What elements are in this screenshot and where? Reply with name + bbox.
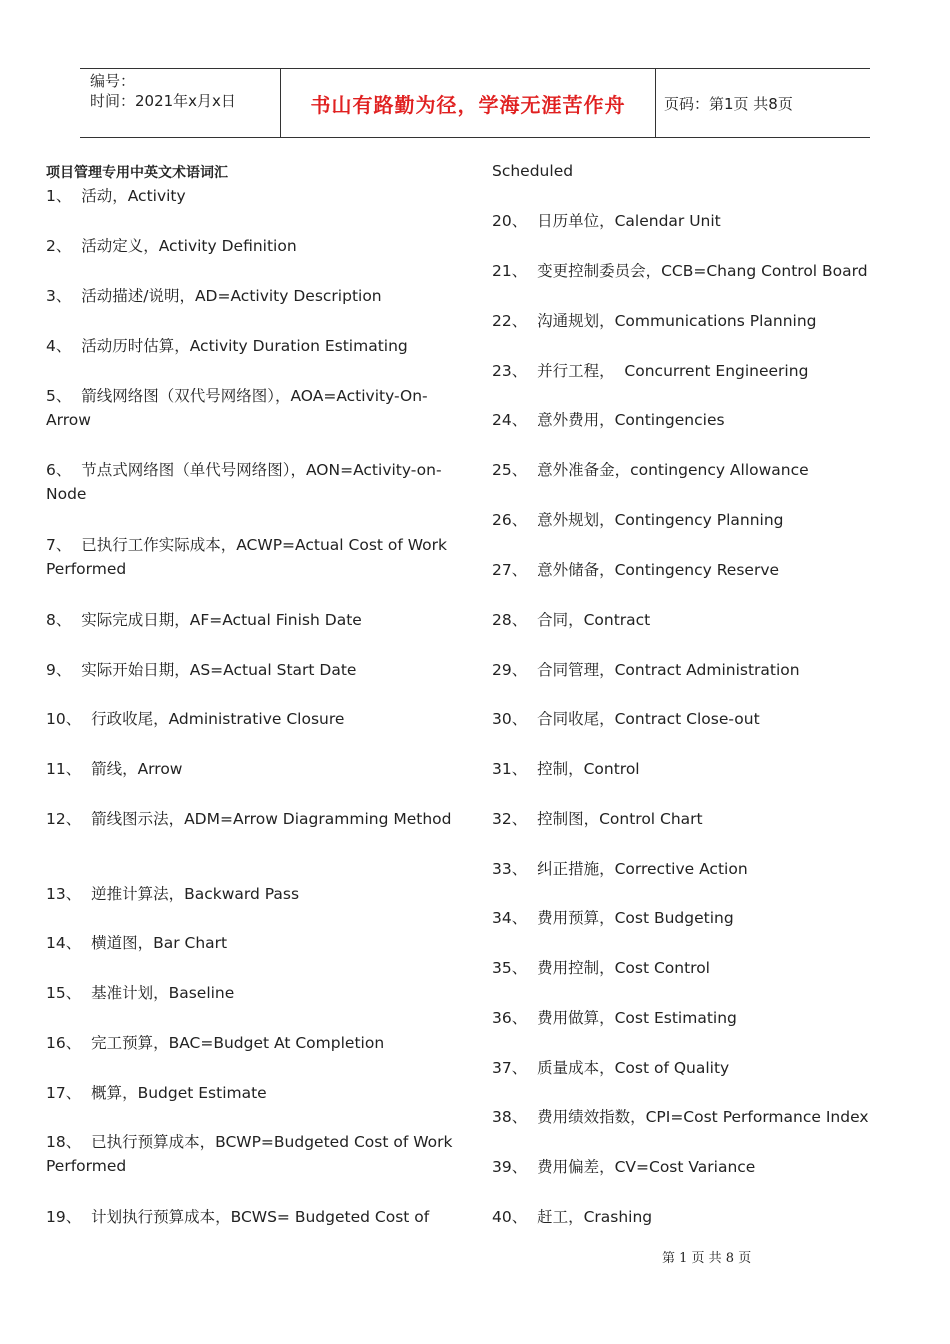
term-item: 13、 逆推计算法，Backward Pass bbox=[46, 885, 300, 903]
term-item: 25、 意外准备金，contingency Allowance bbox=[492, 461, 809, 479]
term-item: Scheduled bbox=[492, 162, 574, 180]
number-label: 编号： bbox=[90, 72, 136, 90]
term-item: 6、 节点式网络图（单代号网络图），AON=Activity-on-Node bbox=[46, 461, 442, 503]
term-item: 12、 箭线图示法，ADM=Arrow Diagramming Method bbox=[46, 810, 452, 828]
term-item: 24、 意外费用，Contingencies bbox=[492, 411, 725, 429]
header-meta bbox=[90, 69, 280, 139]
term-item: 10、 行政收尾，Administrative Closure bbox=[46, 710, 345, 728]
term-item: 29、 合同管理，Contract Administration bbox=[492, 661, 800, 679]
term-item: 33、 纠正措施，Corrective Action bbox=[492, 860, 748, 878]
term-item: 32、 控制图，Control Chart bbox=[492, 810, 703, 828]
term-item: 11、 箭线，Arrow bbox=[46, 760, 183, 778]
term-item: 5、 箭线网络图（双代号网络图），AOA=Activity-On-Arrow bbox=[46, 387, 428, 429]
term-item: 4、 活动历时估算，Activity Duration Estimating bbox=[46, 337, 408, 355]
term-item: 40、 赶工，Crashing bbox=[492, 1208, 653, 1226]
term-item: 39、 费用偏差，CV=Cost Variance bbox=[492, 1158, 756, 1176]
page-label: 页码：第1页 共8页 bbox=[664, 94, 793, 113]
term-item: 28、 合同，Contract bbox=[492, 611, 651, 629]
page-header bbox=[80, 68, 870, 138]
term-item: 9、 实际开始日期，AS=Actual Start Date bbox=[46, 661, 357, 679]
term-item: 14、 横道图，Bar Chart bbox=[46, 934, 228, 952]
term-item: 26、 意外规划，Contingency Planning bbox=[492, 511, 784, 529]
term-item: 1、 活动，Activity bbox=[46, 187, 186, 205]
term-item: 36、 费用做算，Cost Estimating bbox=[492, 1009, 737, 1027]
header-motto-cell bbox=[280, 69, 656, 137]
term-item: 2、 活动定义，Activity Definition bbox=[46, 237, 297, 255]
term-item: 8、 实际完成日期，AF=Actual Finish Date bbox=[46, 611, 362, 629]
document-title: 项目管理专用中英文术语词汇 bbox=[46, 165, 228, 181]
term-item: 31、 控制，Control bbox=[492, 760, 640, 778]
time-label: 时间：2021年x月x日 bbox=[90, 92, 236, 110]
term-item: 27、 意外储备，Contingency Reserve bbox=[492, 561, 780, 579]
term-item: 34、 费用预算，Cost Budgeting bbox=[492, 909, 734, 927]
term-item: 3、 活动描述/说明，AD=Activity Description bbox=[46, 287, 382, 305]
term-item: 22、 沟通规划，Communications Planning bbox=[492, 312, 817, 330]
term-item: 7、 已执行工作实际成本，ACWP=Actual Cost of Work Performed bbox=[46, 536, 452, 578]
header-page-cell bbox=[664, 69, 870, 137]
term-item: 16、 完工预算，BAC=Budget At Completion bbox=[46, 1034, 385, 1052]
term-item: 21、 变更控制委员会，CCB=Chang Control Board bbox=[492, 262, 868, 280]
term-item: 38、 费用绩效指数，CPI=Cost Performance Index bbox=[492, 1108, 869, 1126]
term-item: 30、 合同收尾，Contract Close-out bbox=[492, 710, 760, 728]
page-footer: 第 1 页 共 8 页 bbox=[662, 1251, 752, 1266]
motto: 书山有路勤为径，学海无涯苦作舟 bbox=[310, 92, 626, 117]
term-item: 37、 质量成本，Cost of Quality bbox=[492, 1059, 730, 1077]
term-item: 20、 日历单位，Calendar Unit bbox=[492, 212, 721, 230]
term-item: 19、 计划执行预算成本，BCWS= Budgeted Cost of bbox=[46, 1208, 430, 1226]
term-item: 18、 已执行预算成本，BCWP=Budgeted Cost of Work Performed bbox=[46, 1133, 458, 1175]
term-item: 35、 费用控制，Cost Control bbox=[492, 959, 710, 977]
term-item: 17、 概算，Budget Estimate bbox=[46, 1084, 267, 1102]
term-item: 23、 并行工程， Concurrent Engineering bbox=[492, 362, 809, 380]
term-item: 15、 基准计划，Baseline bbox=[46, 984, 235, 1002]
